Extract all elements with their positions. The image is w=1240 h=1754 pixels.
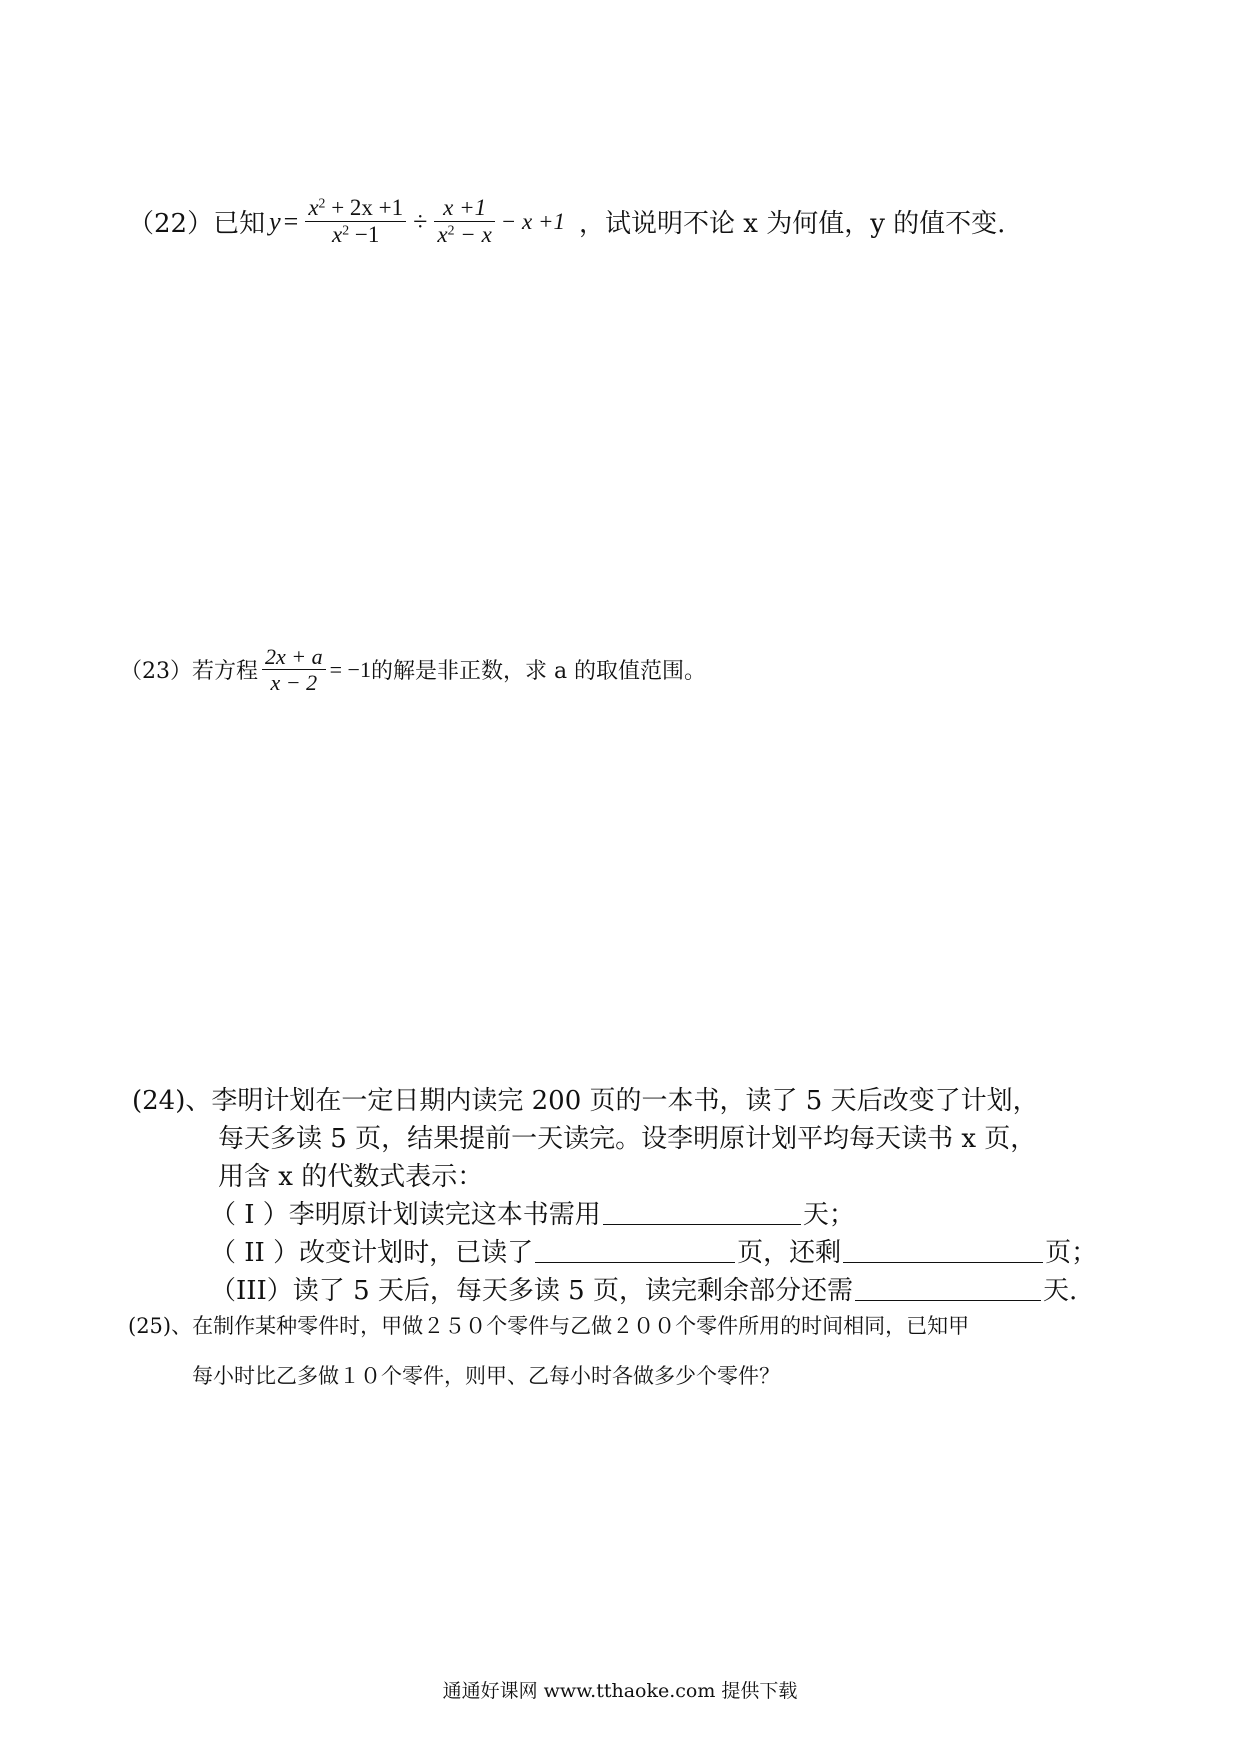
q24-ii-label: （ II ）改变计划时，已读了 (210, 1238, 534, 1268)
q24-part-iii (210, 1270, 1077, 1307)
q24-ii-mid: 页，还剩 (737, 1238, 842, 1268)
footer-text: 通通好课网 www.tthaoke.com 提供下载 (442, 1680, 798, 1702)
q22-divide: ÷ (413, 206, 428, 236)
q22-y: y (269, 206, 281, 236)
q23-label: （23）若方程 (120, 659, 258, 685)
q25-line-1: (25)、在制作某种零件时，甲做２５０个零件与乙做２００个零件所用的时间相同，已知甲 (128, 1314, 970, 1338)
question-22 (128, 195, 1005, 249)
q25-line-2: 每小时比乙多做１０个零件，则甲、乙每小时各做多少个零件？ (192, 1364, 780, 1388)
q23-rhs: = −1 (329, 656, 371, 682)
q22-text: ，试说明不论 x 为何值，y 的值不变. (579, 209, 1006, 240)
q24-line-1: (24)、李明计划在一定日期内读完 200 页的一本书，读了 5 天后改变了计划， (132, 1086, 1039, 1116)
q24-line-3: 用含 x 的代数式表示： (218, 1162, 484, 1192)
answer-blank-i[interactable] (603, 1200, 801, 1226)
q22-tail: − x +1 (500, 208, 566, 234)
q24-i-label: （ I ）李明原计划读完这本书需用 (210, 1200, 601, 1230)
q22-fraction-1: $\frac{x^2 + 2x +1}{x^2 -1}$ (305, 195, 406, 249)
question-23 (120, 644, 706, 696)
q24-line-2: 每天多读 5 页，结果提前一天读完。设李明原计划平均每天读书 x 页， (218, 1124, 1037, 1154)
q24-ii-end: 页； (1045, 1238, 1098, 1268)
q24-part-ii (210, 1232, 1097, 1269)
q24-iii-label: （III）读了 5 天后，每天多读 5 页，读完剩余部分还需 (210, 1276, 853, 1306)
q23-fraction: $\frac{2x + a}{x - 2}$ (262, 644, 326, 696)
q22-fraction-2: $\frac{x +1}{x^2 - x}$ (434, 195, 494, 249)
q24-iii-end: 天. (1042, 1276, 1078, 1306)
q23-text: 的解是非正数，求 a 的取值范围。 (370, 659, 707, 685)
answer-blank-iii[interactable] (855, 1276, 1041, 1302)
q22-label: （22）已知 (128, 209, 266, 240)
q24-part-i (210, 1194, 855, 1231)
answer-blank-ii-read[interactable] (535, 1238, 735, 1264)
answer-blank-ii-remaining[interactable] (843, 1238, 1043, 1264)
q24-i-end: 天； (802, 1200, 855, 1230)
q22-equals: = (283, 206, 299, 236)
